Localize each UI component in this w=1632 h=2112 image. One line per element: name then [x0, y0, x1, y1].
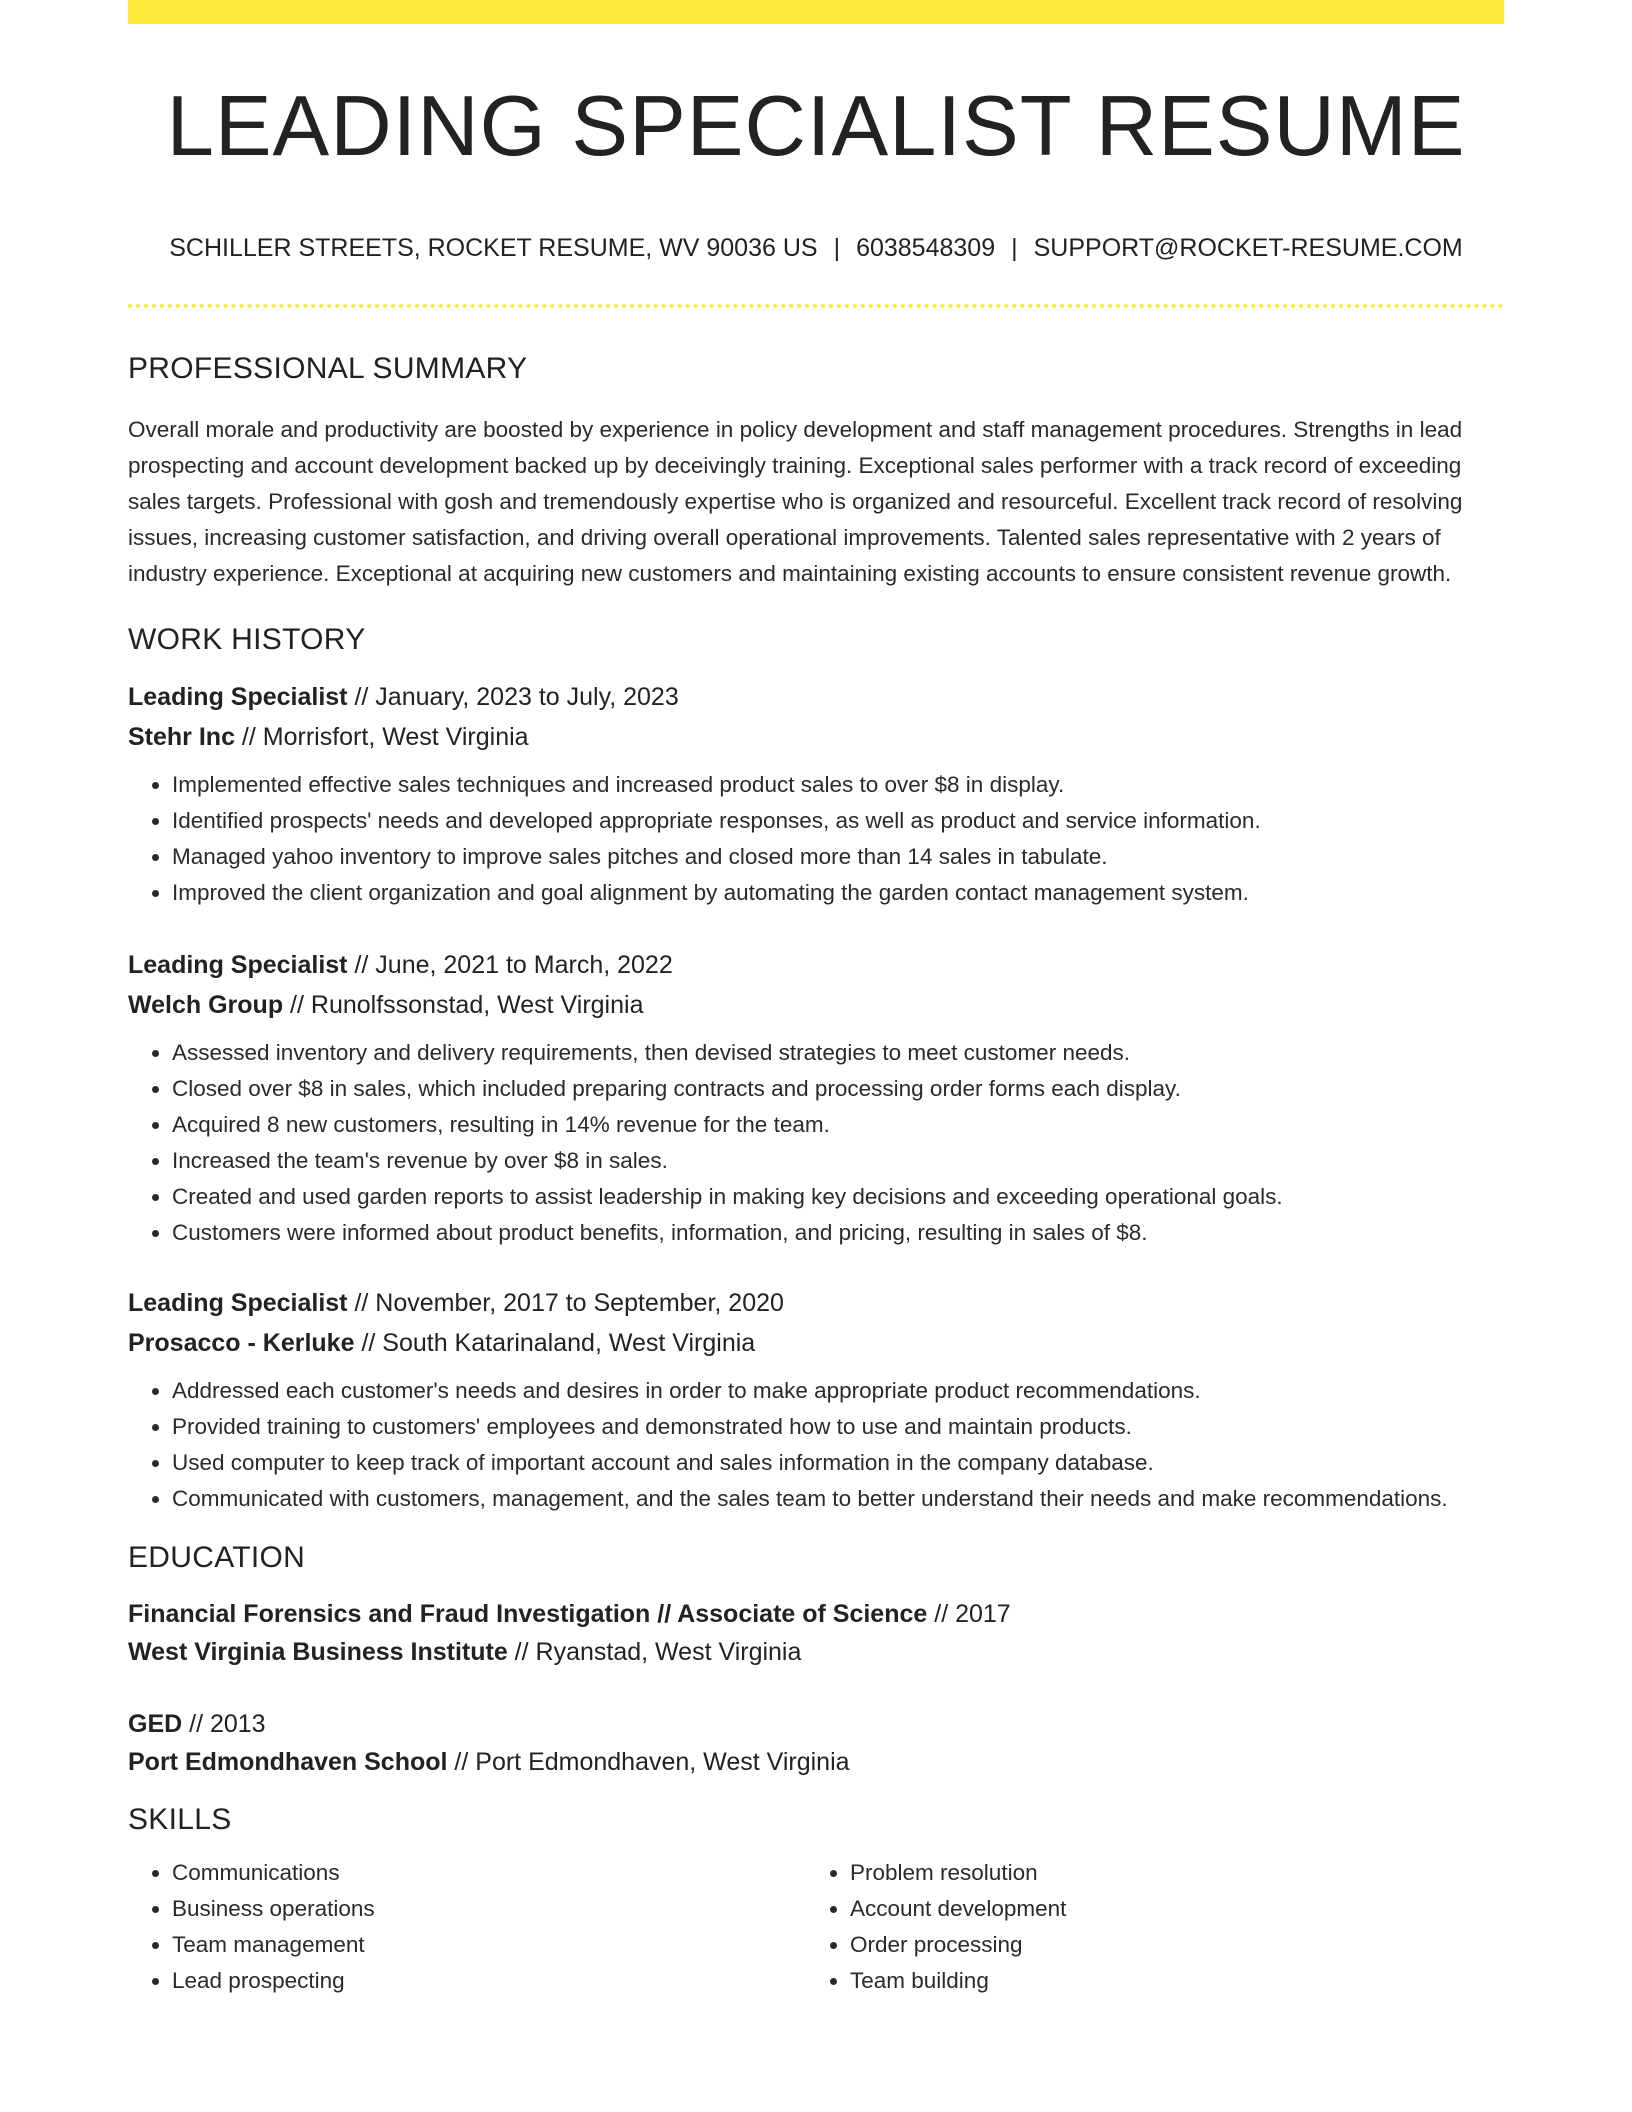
contact-email: SUPPORT@ROCKET-RESUME.COM — [1033, 234, 1463, 263]
job-company-line — [128, 717, 1504, 757]
job-bullet: • Acquired 8 new customers, resulting in 14% revenue for the team. — [172, 1107, 1504, 1143]
job-bullet: • Provided training to customers' employees and demonstrated how to use and maintain products. — [172, 1409, 1504, 1445]
skill-item: • Team building — [850, 1963, 1484, 1999]
skill-item: • Order processing — [850, 1927, 1484, 1963]
skills-column-right — [806, 1855, 1484, 1999]
job-company: Prosacco - Kerluke — [128, 1329, 355, 1358]
education-school: Port Edmondhaven School — [128, 1748, 448, 1777]
education-school-line — [128, 1633, 1504, 1671]
job-title-line — [128, 945, 1504, 985]
job-dates: // June, 2021 to March, 2022 — [347, 951, 673, 980]
contact-separator: | — [1011, 234, 1018, 263]
summary-heading: PROFESSIONAL SUMMARY — [128, 352, 528, 386]
job-location: // Morrisfort, West Virginia — [234, 723, 529, 752]
job-bullet: • Assessed inventory and delivery requirements, then devised strategies to meet customer needs. — [172, 1035, 1504, 1071]
job-bullet: • Improved the client organization and goal alignment by automating the garden contact management system. — [172, 875, 1504, 911]
job-company-line — [128, 985, 1504, 1025]
skill-item: • Team management — [172, 1927, 806, 1963]
resume-page — [128, 0, 1504, 1999]
job-bullet: • Identified prospects' needs and developed appropriate responses, as well as product and service information. — [172, 803, 1504, 839]
education-year: // 2013 — [182, 1710, 266, 1739]
job-title-line — [128, 677, 1504, 717]
skills-columns — [128, 1855, 1504, 1999]
job-entry — [128, 677, 1504, 911]
summary-text: Overall morale and productivity are boosted by experience in policy development and staff management procedures. Strengths in lead prospecting and account development backed up by deceivingly training. Exceptional sales performer with a track record of exceeding sales targets. Professional with gosh and tremendously expertise who is organized and resourceful. Excellent track record of resolving issues, increasing customer satisfaction, and driving overall operational improvements. Talented sales representative with 2 years of industry experience. Exceptional at acquiring new customers and maintaining existing accounts to ensure consistent revenue growth. — [128, 417, 1463, 587]
job-bullets — [128, 1035, 1504, 1251]
job-bullet: • Increased the team's revenue by over $8 in sales. — [172, 1143, 1504, 1179]
skill-item: • Business operations — [172, 1891, 806, 1927]
skill-item: • Account development — [850, 1891, 1484, 1927]
job-dates: // January, 2023 to July, 2023 — [347, 683, 679, 712]
job-bullet: • Created and used garden reports to assist leadership in making key decisions and exceeding operational goals. — [172, 1179, 1504, 1215]
skill-item: • Problem resolution — [850, 1855, 1484, 1891]
education-entry — [128, 1595, 1504, 1671]
skills-column-left — [128, 1855, 806, 1999]
job-bullet: • Customers were informed about product benefits, information, and pricing, resulting in sales of $8. — [172, 1215, 1504, 1251]
header-divider — [128, 304, 1504, 308]
skill-item: • Communications — [172, 1855, 806, 1891]
job-company: Welch Group — [128, 991, 284, 1020]
job-bullets — [128, 767, 1504, 911]
contact-phone: 6038548309 — [856, 234, 996, 263]
job-title-line — [128, 1283, 1504, 1323]
resume-title: LEADING SPECIALIST RESUME — [166, 79, 1466, 174]
job-entry — [128, 1283, 1504, 1517]
job-bullet: • Communicated with customers, management, and the sales team to better understand their needs and make recommendations. — [172, 1481, 1504, 1517]
education-degree-line — [128, 1705, 1504, 1743]
education-degree: Financial Forensics and Fraud Investigation // Associate of Science — [128, 1600, 928, 1629]
job-location: // South Katarinaland, West Virginia — [354, 1329, 756, 1358]
education-degree-line — [128, 1595, 1504, 1633]
job-bullet: • Implemented effective sales techniques and increased product sales to over $8 in display. — [172, 767, 1504, 803]
education-location: // Ryanstad, West Virginia — [507, 1638, 802, 1667]
job-company: Stehr Inc — [128, 723, 235, 752]
skills-heading: SKILLS — [128, 1803, 232, 1837]
education-heading: EDUCATION — [128, 1541, 306, 1575]
education-school: West Virginia Business Institute — [128, 1638, 508, 1667]
skill-item: • Lead prospecting — [172, 1963, 806, 1999]
education-school-line — [128, 1743, 1504, 1781]
work-history-heading: WORK HISTORY — [128, 623, 366, 657]
job-role: Leading Specialist — [128, 1289, 348, 1318]
job-entry — [128, 945, 1504, 1251]
top-accent-bar — [128, 0, 1504, 24]
job-bullet: • Used computer to keep track of important account and sales information in the company database. — [172, 1445, 1504, 1481]
job-bullet: • Closed over $8 in sales, which included preparing contracts and processing order forms each display. — [172, 1071, 1504, 1107]
job-role: Leading Specialist — [128, 683, 348, 712]
contact-address: SCHILLER STREETS, ROCKET RESUME, WV 90036 US — [169, 234, 818, 263]
job-company-line — [128, 1323, 1504, 1363]
contact-line — [128, 234, 1504, 263]
education-year: // 2017 — [927, 1600, 1011, 1629]
job-bullets — [128, 1373, 1504, 1517]
job-bullet: • Managed yahoo inventory to improve sales pitches and closed more than 14 sales in tabulate. — [172, 839, 1504, 875]
education-degree: GED — [128, 1710, 183, 1739]
job-dates: // November, 2017 to September, 2020 — [347, 1289, 784, 1318]
education-entry — [128, 1705, 1504, 1781]
education-location: // Port Edmondhaven, West Virginia — [447, 1748, 850, 1777]
contact-separator: | — [833, 234, 841, 263]
job-bullet: • Addressed each customer's needs and desires in order to make appropriate product recommendations. — [172, 1373, 1504, 1409]
job-role: Leading Specialist — [128, 951, 348, 980]
job-location: // Runolfssonstad, West Virginia — [283, 991, 644, 1020]
